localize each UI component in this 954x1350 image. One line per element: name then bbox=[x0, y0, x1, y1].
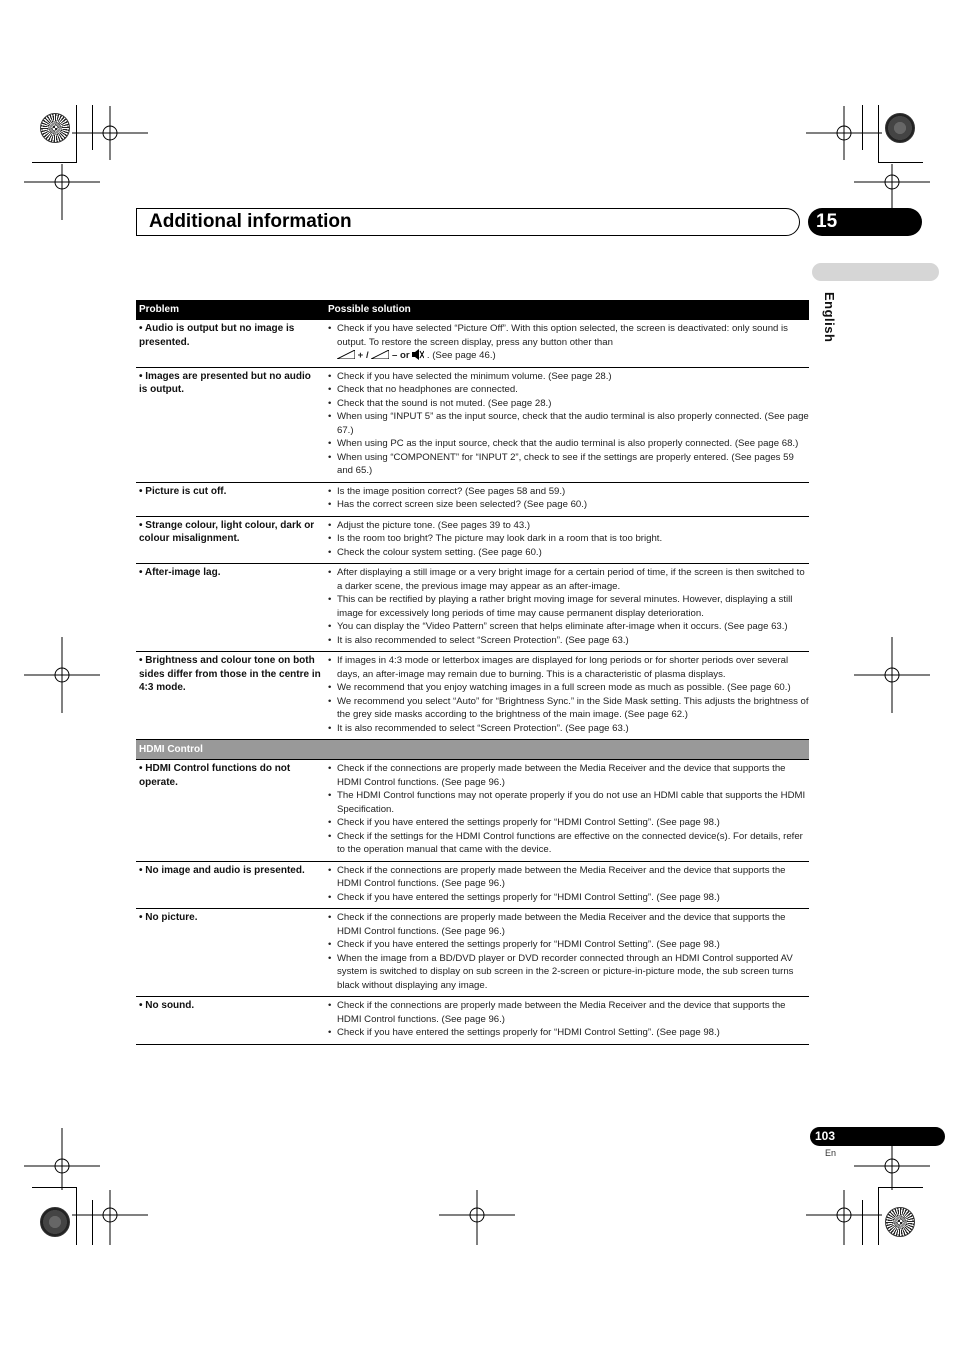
solution-item: • When using PC as the input source, check that the audio terminal is also properly connected. (See page 68.) bbox=[325, 437, 809, 451]
solution-item: • The HDMI Control functions may not operate properly if you do not use an HDMI cable that supports the HDMI Specification. bbox=[325, 789, 809, 816]
see-page-ref: . (See page 46.) bbox=[426, 350, 496, 361]
solution-item: • You can display the “Video Pattern” screen that helps eliminate after-image when it occurs. (See page 63.) bbox=[325, 620, 809, 634]
problem-cell: • Audio is output but no image is presented. bbox=[139, 323, 295, 348]
registration-target-icon bbox=[24, 637, 100, 713]
problem-cell: • Strange colour, light colour, dark or colour misalignment. bbox=[139, 519, 315, 544]
table-row bbox=[136, 760, 809, 862]
registration-target-icon bbox=[24, 1128, 100, 1190]
registration-target-icon bbox=[439, 1190, 515, 1245]
solution-list bbox=[325, 566, 809, 647]
registration-target-icon bbox=[854, 637, 930, 713]
registration-target-icon bbox=[806, 1190, 882, 1245]
solution-list bbox=[325, 654, 809, 735]
registration-target-icon bbox=[72, 1190, 148, 1245]
table-row bbox=[136, 320, 809, 368]
solution-item: • When using “INPUT 5” as the input source, check that the audio terminal is also properly connected. (See page 67.) bbox=[325, 410, 809, 437]
solution-item: • Check the colour system setting. (See page 60.) bbox=[325, 546, 809, 560]
solution-item: • It is also recommended to select “Screen Protection”. (See page 63.) bbox=[325, 722, 809, 736]
color-wheel-icon bbox=[885, 1207, 915, 1237]
solution-item: • Is the image position correct? (See pages 58 and 59.) bbox=[325, 485, 809, 499]
solution-item: • When using “COMPONENT” for “INPUT 2”, check to see if the settings are properly entered. (See pages 59 and 65.) bbox=[325, 451, 809, 478]
solution-item: • Check if the connections are properly made between the Media Receiver and the device that supports the HDMI Control functions. (See page 96.) bbox=[325, 864, 809, 891]
column-header-problem: Problem bbox=[139, 304, 180, 315]
section-header-hdmi-control: HDMI Control bbox=[136, 740, 809, 760]
table-row bbox=[136, 483, 809, 517]
problem-cell: • After-image lag. bbox=[139, 567, 221, 578]
solution-item: • Check if you have entered the settings properly for “HDMI Control Setting”. (See page 98.) bbox=[325, 938, 809, 952]
color-wheel-icon bbox=[885, 113, 915, 143]
solution-item: • We recommend that you enjoy watching images in a full screen mode as much as possible. (See page 60.) bbox=[325, 681, 809, 695]
problem-cell: • No image and audio is presented. bbox=[139, 864, 305, 876]
solution-item: • Check if you have entered the settings properly for “HDMI Control Setting”. (See page 98.) bbox=[325, 891, 809, 905]
solution-item: • Check if you have selected the minimum volume. (See page 28.) bbox=[325, 370, 809, 384]
problem-cell: • Picture is cut off. bbox=[139, 485, 227, 497]
registration-target-icon bbox=[24, 164, 100, 220]
solution-item: • Is the room too bright? The picture may look dark in a room that is too bright. bbox=[325, 532, 809, 546]
solution-item: • If images in 4:3 mode or letterbox images are displayed for long periods or for shorter periods over several days, an after-image may remain due to burning. This is a characteristic of plasma displays. bbox=[325, 654, 809, 681]
mute-icon bbox=[412, 349, 424, 360]
table-row bbox=[136, 862, 809, 910]
solution-item: • Check that no headphones are connected. bbox=[325, 383, 809, 397]
troubleshooting-table bbox=[136, 300, 809, 1045]
solution-list bbox=[325, 762, 809, 857]
color-wheel-icon bbox=[40, 113, 70, 143]
solution-item: • Check if the connections are properly made between the Media Receiver and the device that supports the HDMI Control functions. (See page 96.) bbox=[325, 762, 809, 789]
column-header-solution: Possible solution bbox=[328, 304, 411, 315]
problem-cell: • No sound. bbox=[139, 1000, 195, 1011]
registration-target-icon bbox=[72, 106, 148, 160]
solution-item: • When the image from a BD/DVD player or DVD recorder connected through an HDMI Control supported AV system is switched to display on sub screen in the 2-screen or picture-in-picture mode, the sub screen turns black without displaying any image. bbox=[325, 952, 809, 993]
problem-cell: • Images are presented but no audio is output. bbox=[139, 370, 311, 395]
solution-list bbox=[325, 911, 809, 992]
solution-list bbox=[325, 370, 809, 478]
table-row bbox=[136, 564, 809, 652]
solution-item: • We recommend you select “Auto” for “Brightness Sync.” in the Side Mask setting. This adjusts the brightness of the grey side masks according to the brightness of the main image. (See page 62.) bbox=[325, 695, 809, 722]
solution-item: • Check if the settings for the HDMI Control functions are effective on the connected device(s). For details, refer to the operation manual that came with the device. bbox=[325, 830, 809, 857]
solution-item: • It is also recommended to select “Screen Protection”. (See page 63.) bbox=[325, 634, 809, 648]
solution-item: • Check that the sound is not muted. (See page 28.) bbox=[325, 397, 809, 411]
table-row bbox=[136, 368, 809, 483]
solution-list bbox=[325, 322, 809, 363]
table-row bbox=[136, 517, 809, 565]
problem-cell: • HDMI Control functions do not operate. bbox=[139, 763, 291, 788]
solution-item: • Check if the connections are properly made between the Media Receiver and the device that supports the HDMI Control functions. (See page 96.) bbox=[325, 911, 809, 938]
page-title: Additional information bbox=[149, 211, 352, 232]
page-number: 103 bbox=[810, 1127, 945, 1146]
solution-list bbox=[325, 864, 809, 905]
volume-plus-label: + / bbox=[357, 350, 369, 361]
solution-list bbox=[325, 485, 809, 512]
language-label: English bbox=[822, 292, 837, 343]
color-wheel-icon bbox=[40, 1207, 70, 1237]
solution-list bbox=[325, 999, 809, 1040]
table-row bbox=[136, 909, 809, 997]
solution-item: • Check if you have entered the settings properly for “HDMI Control Setting”. (See page 98.) bbox=[325, 816, 809, 830]
chapter-number: 15 bbox=[808, 208, 922, 236]
solution-item: • Check if the connections are properly made between the Media Receiver and the device that supports the HDMI Control functions. (See page 96.) bbox=[325, 999, 809, 1026]
volume-up-icon bbox=[337, 350, 355, 359]
solution-item: • This can be rectified by playing a rather bright moving image for several minutes. However, displaying a still image for excessively long periods of time may cause permanent display deterioration. bbox=[325, 593, 809, 620]
solution-item: • Check if you have selected “Picture Off”. With this option selected, the screen is deactivated: only sound is output. To restore the screen display, press any button other than + / – or . (See page 46.) bbox=[325, 322, 809, 363]
table-header bbox=[136, 300, 809, 320]
solution-item: • Check if you have entered the settings properly for “HDMI Control Setting”. (See page 98.) bbox=[325, 1026, 809, 1040]
solution-item: • After displaying a still image or a very bright image for a certain period of time, if the screen is then switched to a darker scene, the previous image may appear as an after-image. bbox=[325, 566, 809, 593]
volume-minus-label: – or bbox=[391, 350, 410, 361]
solution-item: • Adjust the picture tone. (See pages 39 to 43.) bbox=[325, 519, 809, 533]
page-language-code: En bbox=[825, 1148, 837, 1158]
table-row bbox=[136, 997, 809, 1045]
solution-list bbox=[325, 519, 809, 560]
registration-target-icon bbox=[806, 106, 882, 160]
language-tab bbox=[812, 263, 939, 281]
problem-cell: • Brightness and colour tone on both sides differ from those in the centre in 4:3 mode. bbox=[139, 655, 321, 693]
volume-down-icon bbox=[371, 350, 389, 359]
problem-cell: • No picture. bbox=[139, 912, 198, 923]
table-row bbox=[136, 652, 809, 740]
solution-item: • Has the correct screen size been selected? (See page 60.) bbox=[325, 498, 809, 512]
